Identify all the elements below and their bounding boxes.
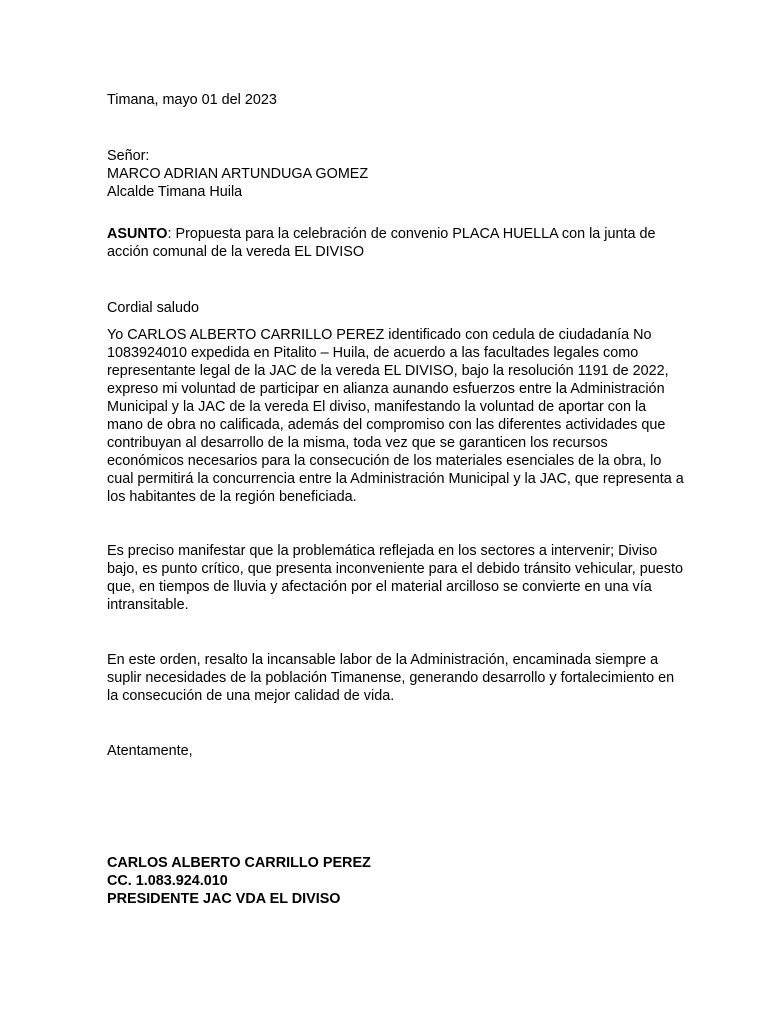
paragraph-line: Es preciso manifestar que la problemática reflejada en los sectores a intervenir; Diviso [107, 543, 658, 559]
signature-id: CC. 1.083.924.010 [107, 873, 228, 889]
paragraph-line: Yo CARLOS ALBERTO CARRILLO PEREZ identificado con cedula de ciudadanía No [107, 327, 652, 343]
body-paragraph-1 [107, 326, 684, 506]
paragraph-line: cual permitirá la concurrencia entre la Administración Municipal y la JAC, que representa a [107, 471, 684, 487]
paragraph-line: económicos necesarios para la consecución de los materiales esenciales de la obra, lo [107, 453, 662, 469]
paragraph-line: 1083924010 expedida en Pitalito – Huila, de acuerdo a las facultades legales como [107, 345, 639, 361]
paragraph-line: expreso mi voluntad de participar en alianza aunando esfuerzos entre la Administración [107, 381, 665, 397]
paragraph-line: Municipal y la JAC de la vereda El diviso, manifestando la voluntad de aportar con la [107, 399, 647, 415]
paragraph-line: representante legal de la JAC de la vereda EL DIVISO, bajo la resolución 1191 de 2022, [107, 363, 669, 379]
subject-label: ASUNTO [107, 226, 168, 242]
greeting: Cordial saludo [107, 300, 199, 316]
body-paragraph-2 [107, 542, 684, 614]
paragraph-line: suplir necesidades de la población Timanense, generando desarrollo y fortalecimiento en [107, 670, 675, 686]
paragraph-line: mano de obra no calificada, además del compromiso con las diferentes actividades que [107, 417, 666, 433]
recipient-salutation: Señor: [107, 148, 150, 164]
signature-name: CARLOS ALBERTO CARRILLO PEREZ [107, 855, 371, 871]
subject-text-2: acción comunal de la vereda EL DIVISO [107, 244, 365, 260]
letter-date: Timana, mayo 01 del 2023 [107, 92, 277, 108]
signature-block [107, 854, 667, 908]
recipient-block [107, 147, 667, 201]
paragraph-line: intransitable. [107, 597, 189, 613]
recipient-title: Alcalde Timana Huila [107, 184, 243, 200]
paragraph-line: los habitantes de la región beneficiada. [107, 489, 357, 505]
subject-block [107, 225, 667, 261]
subject-line-1 [107, 225, 667, 243]
paragraph-line: bajo, es punto crítico, que presenta inconveniente para el debido tránsito vehicular, puesto [107, 561, 684, 577]
body-paragraph-3 [107, 651, 675, 705]
recipient-name: MARCO ADRIAN ARTUNDUGA GOMEZ [107, 166, 369, 182]
paragraph-line: contribuyan al desarrollo de la misma, toda vez que se garanticen los recursos [107, 435, 608, 451]
closing: Atentamente, [107, 743, 193, 759]
paragraph-line: En este orden, resalto la incansable labor de la Administración, encaminada siempre a [107, 652, 659, 668]
signature-role: PRESIDENTE JAC VDA EL DIVISO [107, 891, 341, 907]
subject-text-1: : Propuesta para la celebración de convenio PLACA HUELLA con la junta de [167, 226, 656, 242]
paragraph-line: la consecución de una mejor calidad de vida. [107, 688, 395, 704]
paragraph-line: que, en tiempos de lluvia y afectación por el material arcilloso se convierte en una vía [107, 579, 652, 595]
